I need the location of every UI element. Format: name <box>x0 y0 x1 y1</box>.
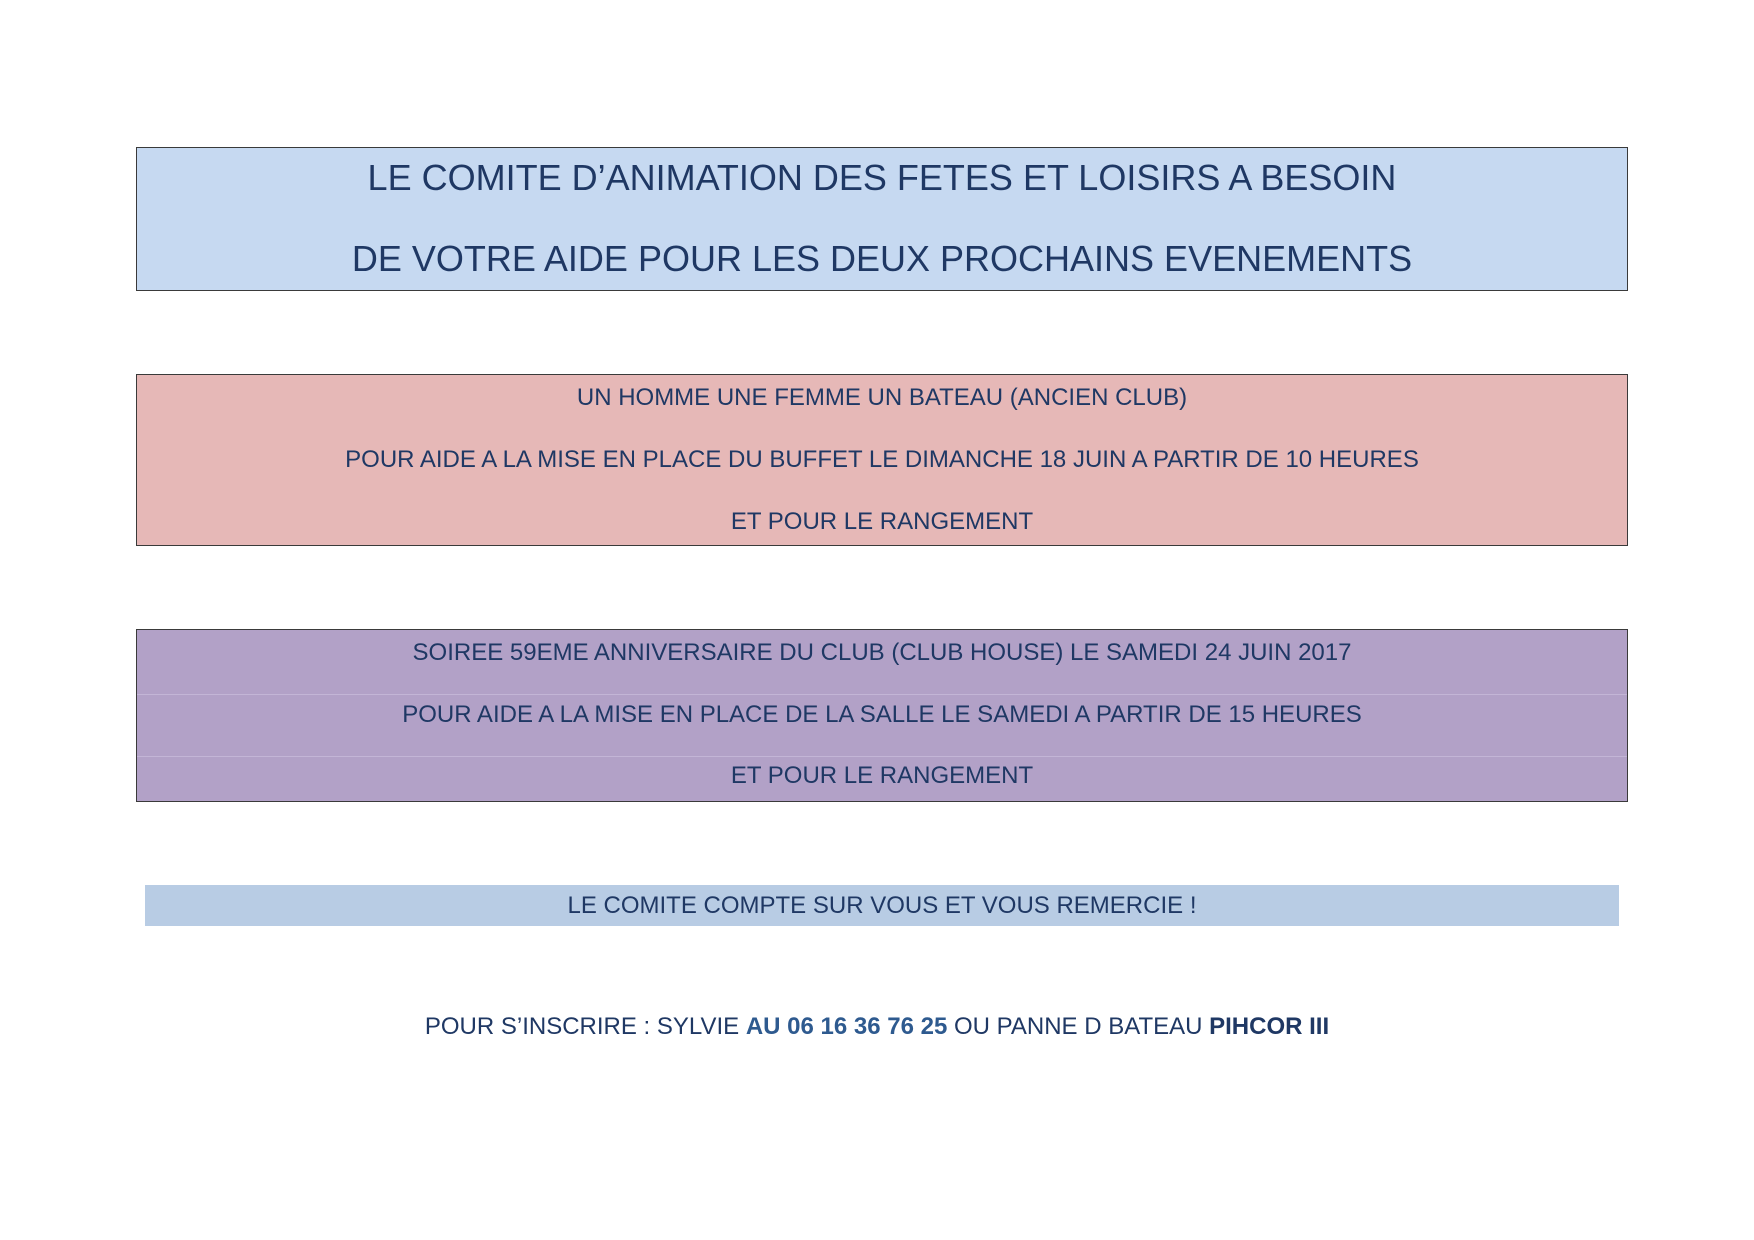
header-box <box>136 147 1628 291</box>
signup-phone: AU 06 16 36 76 25 <box>745 1013 948 1040</box>
event-title: UN HOMME UNE FEMME UN BATEAU (ANCIEN CLUB) <box>576 384 1188 411</box>
event-box-anniversaire <box>136 629 1628 802</box>
header-line-1: LE COMITE D’ANIMATION DES FETES ET LOISIRS A BESOIN <box>367 157 1397 198</box>
signup-middle: OU PANNE D BATEAU <box>947 1013 1210 1040</box>
event-detail: POUR AIDE A LA MISE EN PLACE DE LA SALLE LE SAMEDI A PARTIR DE 15 HEURES <box>402 701 1362 728</box>
signup-line <box>0 1011 1754 1043</box>
event-extra: ET POUR LE RANGEMENT <box>730 508 1034 535</box>
event-detail: POUR AIDE A LA MISE EN PLACE DU BUFFET LE DIMANCHE 18 JUIN A PARTIR DE 10 HEURES <box>345 446 1419 473</box>
signup-prefix: POUR S’INSCRIRE : SYLVIE <box>424 1013 746 1040</box>
thanks-banner: LE COMITE COMPTE SUR VOUS ET VOUS REMERCIE ! <box>145 885 1619 926</box>
row-divider <box>137 756 1627 757</box>
event-box-bateau <box>136 374 1628 546</box>
signup-boat-name: PIHCOR III <box>1209 1013 1330 1040</box>
event-title: SOIREE 59EME ANNIVERSAIRE DU CLUB (CLUB HOUSE) LE SAMEDI 24 JUIN 2017 <box>412 639 1352 666</box>
header-line-2: DE VOTRE AIDE POUR LES DEUX PROCHAINS EVENEMENTS <box>351 238 1413 279</box>
event-extra: ET POUR LE RANGEMENT <box>730 762 1034 789</box>
row-divider <box>137 694 1627 695</box>
